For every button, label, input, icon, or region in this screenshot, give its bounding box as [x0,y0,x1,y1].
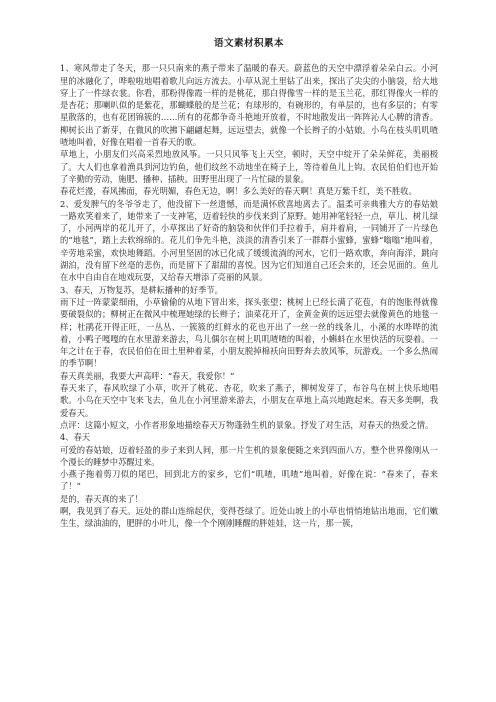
section-heading: 4、春天 [60,432,91,443]
paragraph: 2、爱发脾气的冬爷爷走了，他没留下一丝遗憾，而是满怀欣喜地离去了。温柔可亲典雅大方的春姑娘一路欢笑着来了，她带来了一支神笔，迈着轻快的步伐来到了原野。她用神笔轻轻一点，草儿、树儿绿了，小河两岸的花儿开了，小草探出了好奇的脑袋和伙伴们手拉着手，肩并着肩，一同铺开了一片绿色的“地毯”，踏上去软绵绵的。花儿们争先斗艳，淡淡的清香引来了一群群小蜜蜂，蜜蜂“嗡嗡”地叫着，辛劳地采蜜，欢快地舞蹈。小河里坚固的冰已化成了缓缓流淌的河水，它们一路欢歌，奔向海洋，跳向湖泊，没有留下丝毫的悲伤，而是留下了甜甜的喜悦。因为它们知道自己还会来的，还会见面的。鱼儿在水中自由自在地戏玩耍，又给春天增添了亮丽的风景。 [60,198,438,283]
paragraph: 啊，我见到了春天。远处的群山连绵起伏，变得苍绿了。近处山坡上的小草也悄悄地钻出地面，它们嫩生生，绿油油的，肥胖的小叶儿，像一个个刚刚睡醒的胖娃娃，这一片，那一簇， [60,505,438,529]
paragraph: 雨下过一阵蒙蒙细雨，小草偷偷的从地下冒出来，探头张望；桃树上已经长满了花苞，有的饱胀得就像要破裂似的；柳树正在微风中梳理她绿的长辫子；油菜花开了，金黄金黄的远远望去就像黄色的地毯一样；杜鹃花开得正旺，一丛丛、一簇簇的红鲜水的花也开出了一丝一丝的线条儿，小溪的水哗哗的流着，小鸭子嘎嘎的在水里游来游去，鸟儿偶尔在树上叽叽喳喳的叫着，小蝌蚪在水里快活的玩耍着。一年之计在于春，农民伯伯在田土里种着菜，小朋友脱掉棉袄向田野奔去放风筝，玩游戏。一个多么热闹的季节啊！ [60,296,438,369]
paragraph: 春花烂漫，春风拂面，春光明媚，春色无边，啊！多么美好的春天啊！真是万紫千红，美不胜收。 [60,186,417,197]
paragraph: 草地上，小朋友们兴高采烈地放风筝。一只只风筝飞上天空，顿时，天空中绽开了朵朵鲜花，美丽极了。大人们也拿着渔具到河边钓鱼，他们纹丝不动地坐在椅子上，等待着鱼儿上钩。农民伯伯们也开始了辛勤的劳动，施肥、播种、插秧。田野里出现了一片忙碌的景象。 [60,149,438,184]
document-title: 语文素材积累本 [213,38,284,49]
paragraph: 小燕子拖着剪刀似的尾巴，回到北方的家乡，它们“叽喳，叽喳”地叫着，好像在说：“春来了，春来了！” [60,469,438,492]
paragraph: 可爱的春姑娘，迈着轻盈的步子来到人间，那一片生机的景象便随之来到四面八方，整个世界像刚从一个漫长的睡梦中苏醒过来。 [60,444,438,467]
paragraph: 1、寒风带走了冬天，那一只只南来的燕子带来了温暖的春天。蔚蓝色的天空中漂浮着朵朵白云。小河里的冰融化了，哗啦啦地唱着歌儿向远方流去。小草从泥土里钻了出来，探出了尖尖的小脑袋，给大地穿上了一件绿衣裳。你看，那粉得像霞一样的是桃花，那白得像雪一样的是玉兰花，那红得像火一样的是杏花；那喇叭似的是紫花，那蝴蝶般的是兰花；有球形的，有碗形的，有单层的，也有多层的；有零星散落的，也有花团锦簇的……所有的花都争奇斗艳地开放着，不时地散发出一阵阵沁人心脾的清香。柳树长出了新芽，在微风的吹拂下翩翩起舞，远远望去，就像一个长辫子的小姑娘。小鸟在枝头叽叽喳喳地叫着，好像在唱着一首春天的歌。 [60,63,438,148]
paragraph: 春天来了，春风吹绿了小草，吹开了桃花、杏花，吹来了燕子，柳树发芽了，布谷鸟在树上快乐地唱歌。小鸟在天空中飞来飞去，鱼儿在小河里游来游去，小朋友在草地上高兴地跑起来。春天多美啊，我爱春天。 [60,383,438,418]
paragraph: 是的，春天真的来了！ [60,493,143,504]
paragraph: 春天真美丽，我要大声高呼：“春天，我爱你！” [60,370,235,381]
paragraph: 3、春天，万物复苏，是耕耘播种的好季节。 [60,284,223,295]
paragraph: 点评：这篇小短文，小作者形象地描绘春天万物蓬勃生机的景象。抒发了对生活，对春天的热爱之情。 [60,419,434,430]
